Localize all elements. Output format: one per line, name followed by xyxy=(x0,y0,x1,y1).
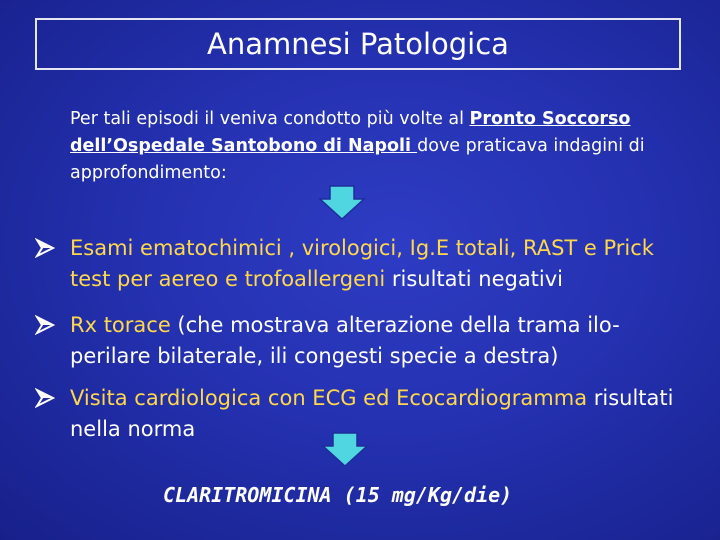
bullet-arrowhead-icon xyxy=(35,388,55,408)
title-box xyxy=(35,18,681,70)
intro-underlined-location: Pronto Soccorso dell’Ospedale Santobono di Napoli xyxy=(70,109,631,156)
intro-text-2: dove praticava indagini di approfondimento: xyxy=(70,136,645,183)
bullet-2-text: Rx torace xyxy=(70,313,178,337)
intro-paragraph xyxy=(70,106,685,187)
bullet-2-detail: (che mostrava alterazione della trama ilo-perilare bilaterale, ili congesti specie a destra) xyxy=(70,313,620,368)
down-arrow-icon xyxy=(321,432,369,468)
down-arrow-icon xyxy=(318,185,366,221)
bullet-3-text: Visita cardiologica con ECG ed Ecocardiogramma xyxy=(70,386,594,410)
bullet-item-1 xyxy=(35,233,690,295)
intro-text-1: Per tali episodi il veniva condotto più volte al xyxy=(70,109,470,129)
bullet-item-2 xyxy=(35,310,690,372)
bullet-arrowhead-icon xyxy=(35,315,55,335)
slide-title: Anamnesi Patologica xyxy=(207,27,509,61)
bullet-3-result: risultati nella norma xyxy=(70,386,674,441)
bullet-1-result: risultati negativi xyxy=(391,267,564,291)
conclusion-text: CLARITROMICINA (15 mg/Kg/die) xyxy=(163,483,513,507)
bullet-1-text: Esami ematochimici , virologici, Ig.E totali, RAST e Prick test per aereo e trofoallergeni xyxy=(70,236,654,291)
bullet-arrowhead-icon xyxy=(35,238,55,258)
